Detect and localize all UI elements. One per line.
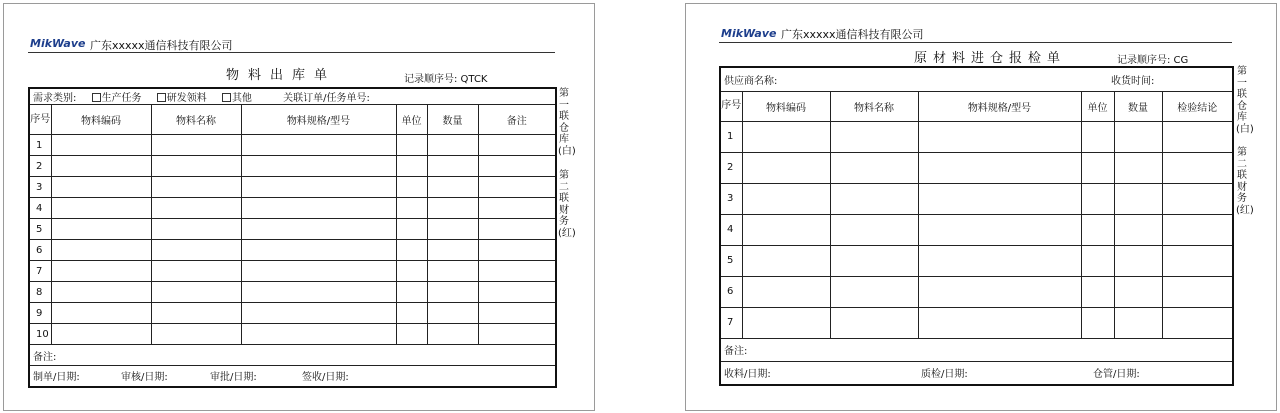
remarks-label: 备注: <box>33 351 57 363</box>
signature-qc[interactable]: 质检/日期: <box>921 369 968 381</box>
cell[interactable] <box>427 240 478 261</box>
cell[interactable] <box>742 245 830 276</box>
row-number: 1 <box>29 135 51 156</box>
cell[interactable] <box>478 135 556 156</box>
col-header: 物料规格/型号 <box>918 91 1081 121</box>
col-header: 物料编码 <box>742 91 830 121</box>
row-number: 2 <box>29 156 51 177</box>
header-rule <box>28 52 555 53</box>
col-header: 物料编码 <box>51 105 151 135</box>
cell[interactable] <box>151 282 241 303</box>
row-number: 6 <box>720 276 742 307</box>
cell[interactable] <box>742 276 830 307</box>
cell[interactable] <box>478 282 556 303</box>
cell[interactable] <box>396 156 427 177</box>
cell[interactable] <box>1081 245 1114 276</box>
cell[interactable] <box>51 282 151 303</box>
row-number: 1 <box>720 121 742 152</box>
table-row <box>720 121 1233 152</box>
supplier-row <box>720 67 1233 91</box>
row-number: 10 <box>29 324 51 345</box>
requirement-row <box>29 88 556 105</box>
cell[interactable] <box>478 198 556 219</box>
cell[interactable] <box>241 156 396 177</box>
table-row <box>29 219 556 240</box>
inspection-form <box>685 3 1277 411</box>
signature-reviewed[interactable]: 审核/日期: <box>121 372 168 384</box>
cell[interactable] <box>51 240 151 261</box>
table-row <box>29 324 556 345</box>
col-header: 物料名称 <box>151 105 241 135</box>
cell[interactable] <box>396 135 427 156</box>
signature-row <box>29 366 556 387</box>
header-rule <box>719 42 1232 43</box>
col-header: 检验结论 <box>1162 91 1233 121</box>
cell[interactable] <box>830 152 918 183</box>
cell[interactable] <box>396 261 427 282</box>
cell[interactable] <box>427 282 478 303</box>
col-header: 物料规格/型号 <box>241 105 396 135</box>
receive-time-label[interactable]: 收货时间: <box>1111 75 1155 87</box>
cell[interactable] <box>427 324 478 345</box>
cell[interactable] <box>241 219 396 240</box>
remarks-label: 备注: <box>724 346 748 357</box>
row-number: 3 <box>720 183 742 214</box>
table-row <box>29 261 556 282</box>
row-number: 3 <box>29 177 51 198</box>
cell[interactable] <box>742 121 830 152</box>
cell[interactable] <box>427 135 478 156</box>
cell[interactable] <box>1162 245 1233 276</box>
record-number: 记录顺序号: QTCK <box>404 74 488 85</box>
cell[interactable] <box>830 214 918 245</box>
cell[interactable] <box>1081 152 1114 183</box>
cell[interactable] <box>478 177 556 198</box>
copy-label-warehouse: 第一联仓库(白) <box>558 88 576 157</box>
row-number: 5 <box>720 245 742 276</box>
cell[interactable] <box>51 156 151 177</box>
cell[interactable] <box>918 121 1081 152</box>
table-row <box>720 152 1233 183</box>
cell[interactable] <box>241 303 396 324</box>
option-other[interactable]: 其他 <box>222 93 252 104</box>
outbound-form <box>3 3 595 411</box>
cell[interactable] <box>1162 307 1233 338</box>
table-row <box>720 183 1233 214</box>
row-number: 5 <box>29 219 51 240</box>
cell[interactable] <box>51 177 151 198</box>
col-header: 物料名称 <box>830 91 918 121</box>
table-row <box>720 276 1233 307</box>
cell[interactable] <box>1114 245 1162 276</box>
col-header: 数量 <box>1114 91 1162 121</box>
cell[interactable] <box>396 282 427 303</box>
cell[interactable] <box>51 261 151 282</box>
company-name: 广东xxxxx通信科技有限公司 <box>90 39 233 52</box>
option-production[interactable]: 生产任务 <box>92 93 142 104</box>
cell[interactable] <box>396 177 427 198</box>
signature-row <box>720 361 1233 385</box>
cell[interactable] <box>427 156 478 177</box>
cell[interactable] <box>742 214 830 245</box>
copy-label-finance: 第二联财务(红) <box>558 170 576 239</box>
cell[interactable] <box>51 219 151 240</box>
cell[interactable] <box>478 303 556 324</box>
checkbox-icon[interactable] <box>222 93 231 102</box>
table-row <box>29 240 556 261</box>
row-number: 7 <box>720 307 742 338</box>
cell[interactable] <box>1162 276 1233 307</box>
requirement-type-label: 需求类别: <box>33 93 77 104</box>
cell[interactable] <box>918 245 1081 276</box>
cell[interactable] <box>1081 276 1114 307</box>
signature-warehouse[interactable]: 仓管/日期: <box>1093 369 1140 381</box>
cell[interactable] <box>478 240 556 261</box>
row-number: 4 <box>29 198 51 219</box>
related-order-label: 关联订单/任务单号: <box>283 93 370 104</box>
cell[interactable] <box>151 324 241 345</box>
cell[interactable] <box>241 282 396 303</box>
table-row <box>720 245 1233 276</box>
cell[interactable] <box>151 219 241 240</box>
signature-received[interactable]: 收料/日期: <box>724 369 771 381</box>
checkbox-icon[interactable] <box>157 93 166 102</box>
cell[interactable] <box>830 245 918 276</box>
cell[interactable] <box>51 324 151 345</box>
cell[interactable] <box>241 198 396 219</box>
cell[interactable] <box>396 324 427 345</box>
cell[interactable] <box>1114 152 1162 183</box>
cell[interactable] <box>1081 307 1114 338</box>
cell[interactable] <box>1114 307 1162 338</box>
table-row <box>29 303 556 324</box>
supplier-label[interactable]: 供应商名称: <box>724 75 778 87</box>
cell[interactable] <box>241 261 396 282</box>
brand-logo: MikWave <box>721 27 777 40</box>
cell[interactable] <box>1114 214 1162 245</box>
row-number: 9 <box>29 303 51 324</box>
cell[interactable] <box>427 303 478 324</box>
copy-label-warehouse: 第一联仓库(白) <box>1236 66 1254 135</box>
table-header-row <box>720 91 1233 121</box>
cell[interactable] <box>742 307 830 338</box>
cell[interactable] <box>396 240 427 261</box>
outbound-table <box>28 87 557 388</box>
cell[interactable] <box>918 307 1081 338</box>
cell[interactable] <box>151 303 241 324</box>
inspection-table <box>719 66 1234 386</box>
cell[interactable] <box>427 261 478 282</box>
cell[interactable] <box>1162 183 1233 214</box>
cell[interactable] <box>1081 121 1114 152</box>
table-row <box>720 214 1233 245</box>
form-title: 物料出库单 <box>226 68 337 83</box>
cell[interactable] <box>478 156 556 177</box>
row-number: 4 <box>720 214 742 245</box>
checkbox-icon[interactable] <box>92 93 101 102</box>
company-name: 广东xxxxx通信科技有限公司 <box>781 28 924 41</box>
table-row <box>720 307 1233 338</box>
copy-label-finance: 第二联财务(红) <box>1236 147 1254 216</box>
cell[interactable] <box>742 183 830 214</box>
cell[interactable] <box>241 177 396 198</box>
col-header: 序号 <box>720 91 742 121</box>
cell[interactable] <box>830 183 918 214</box>
col-header: 单位 <box>396 105 427 135</box>
cell[interactable] <box>1162 121 1233 152</box>
cell[interactable] <box>918 183 1081 214</box>
remarks-row[interactable] <box>720 338 1233 361</box>
cell[interactable] <box>1081 183 1114 214</box>
cell[interactable] <box>918 276 1081 307</box>
form-title: 原材料进仓报检单 <box>914 51 1067 66</box>
cell[interactable] <box>51 135 151 156</box>
cell[interactable] <box>151 156 241 177</box>
cell[interactable] <box>241 324 396 345</box>
cell[interactable] <box>151 240 241 261</box>
cell[interactable] <box>918 152 1081 183</box>
cell[interactable] <box>830 276 918 307</box>
table-row <box>29 135 556 156</box>
cell[interactable] <box>1114 121 1162 152</box>
cell[interactable] <box>396 303 427 324</box>
row-number: 2 <box>720 152 742 183</box>
table-row <box>29 156 556 177</box>
cell[interactable] <box>51 303 151 324</box>
row-number: 6 <box>29 240 51 261</box>
record-number: 记录顺序号: CG <box>1117 55 1189 66</box>
signature-approved[interactable]: 审批/日期: <box>210 372 257 384</box>
cell[interactable] <box>427 198 478 219</box>
cell[interactable] <box>241 135 396 156</box>
signature-prepared[interactable]: 制单/日期: <box>33 372 80 384</box>
row-number: 7 <box>29 261 51 282</box>
cell[interactable] <box>478 324 556 345</box>
signature-received[interactable]: 签收/日期: <box>302 372 349 384</box>
brand-logo: MikWave <box>30 37 86 50</box>
table-row <box>29 282 556 303</box>
cell[interactable] <box>1162 152 1233 183</box>
cell[interactable] <box>478 219 556 240</box>
row-number: 8 <box>29 282 51 303</box>
col-header: 数量 <box>427 105 478 135</box>
cell[interactable] <box>151 135 241 156</box>
cell[interactable] <box>830 121 918 152</box>
table-row <box>29 177 556 198</box>
cell[interactable] <box>51 198 151 219</box>
cell[interactable] <box>151 261 241 282</box>
remarks-row[interactable] <box>29 345 556 366</box>
cell[interactable] <box>742 152 830 183</box>
cell[interactable] <box>830 307 918 338</box>
cell[interactable] <box>396 198 427 219</box>
cell[interactable] <box>1114 276 1162 307</box>
col-header: 序号 <box>29 105 51 135</box>
cell[interactable] <box>1114 183 1162 214</box>
cell[interactable] <box>1081 214 1114 245</box>
cell[interactable] <box>241 240 396 261</box>
cell[interactable] <box>478 261 556 282</box>
cell[interactable] <box>396 219 427 240</box>
cell[interactable] <box>151 198 241 219</box>
cell[interactable] <box>918 214 1081 245</box>
col-header: 单位 <box>1081 91 1114 121</box>
cell[interactable] <box>427 219 478 240</box>
table-row <box>29 198 556 219</box>
option-rnd[interactable]: 研发领料 <box>157 93 207 104</box>
cell[interactable] <box>1162 214 1233 245</box>
cell[interactable] <box>427 177 478 198</box>
table-header-row <box>29 105 556 135</box>
cell[interactable] <box>151 177 241 198</box>
col-header: 备注 <box>478 105 556 135</box>
